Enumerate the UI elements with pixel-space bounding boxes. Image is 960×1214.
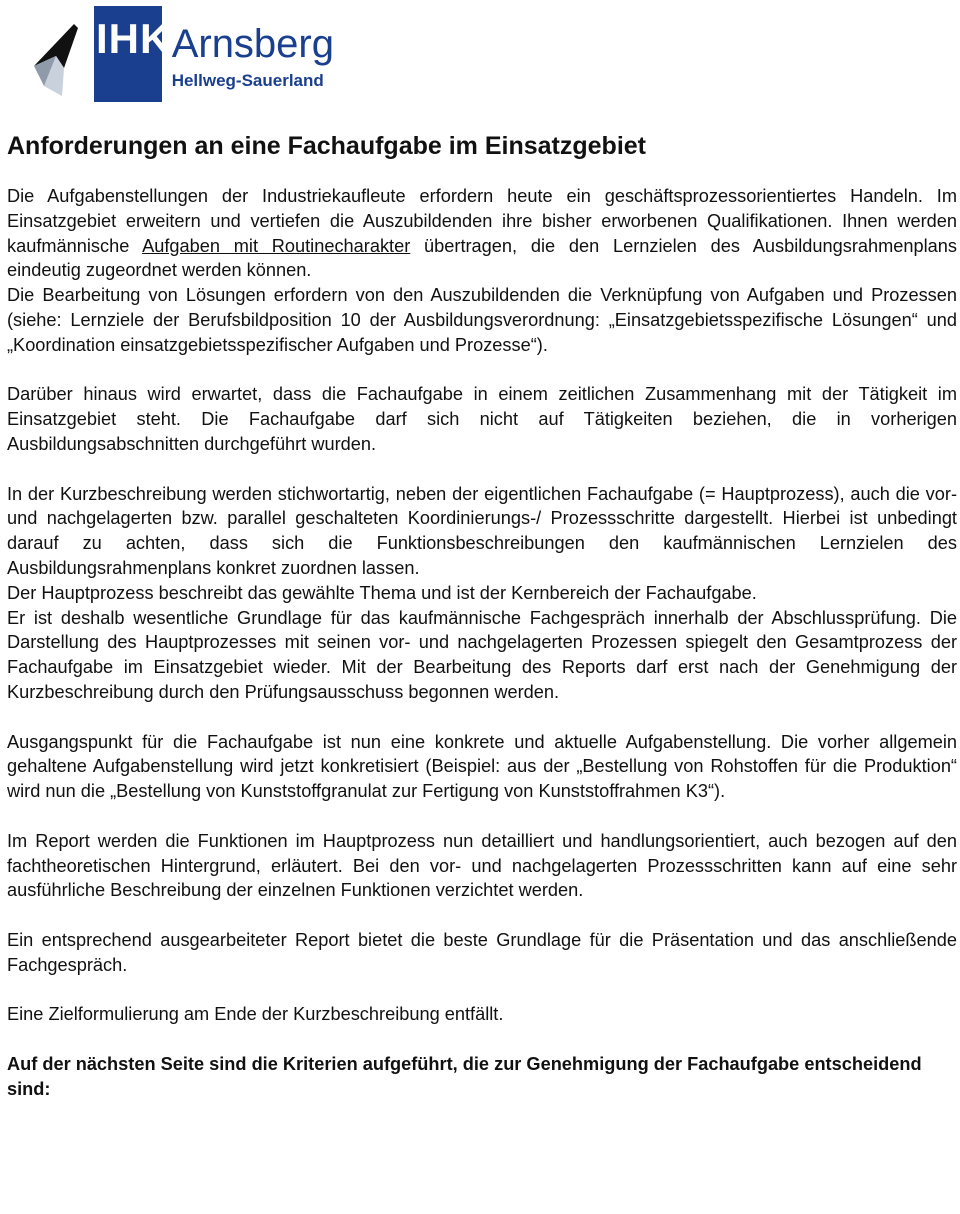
logo-city: Arnsberg bbox=[171, 21, 334, 66]
document-body bbox=[7, 130, 957, 1101]
paragraph-intro bbox=[7, 184, 957, 283]
paragraph-exam-basis: Er ist deshalb wesentliche Grundlage für das kaufmännische Fachgespräch innerhalb der Abschlussprüfung. Die Darstellung des Hauptprozesses mit seinen vor- und nachgelagerten Prozessen spiegelt den Gesamtprozess der Fachaufgabe im Einsatzgebiet wieder. Mit der Bearbeitung des Reports darf erst nach der Genehmigung der Kurzbeschreibung durch den Prüfungsausschuss begonnen werden. bbox=[7, 607, 957, 702]
paragraph-intro-part2: übertragen, die den Lernzielen des Ausbildungsrahmenplans eindeutig zugeordnet werden können. bbox=[7, 235, 958, 281]
logo-text bbox=[162, 6, 334, 102]
paragraph-presentation: Ein entsprechend ausgearbeiteter Report bietet die beste Grundlage für die Präsentation und das anschließende Fachgespräch. bbox=[7, 929, 957, 975]
underlined-phrase: Aufgaben mit Routinecharakter bbox=[142, 235, 411, 256]
ihk-logo-mark bbox=[4, 6, 172, 102]
ihk-logo bbox=[4, 6, 334, 102]
logo-region: Hellweg-Sauerland bbox=[171, 70, 324, 90]
paragraph-criteria-note: Auf der nächsten Seite sind die Kriterien aufgeführt, die zur Genehmigung der Fachaufgabe entscheidend sind: bbox=[7, 1053, 922, 1099]
paragraph-solutions: Die Bearbeitung von Lösungen erfordern von den Auszubildenden die Verknüpfung von Aufgaben und Prozessen (siehe: Lernziele der Berufsbildposition 10 der Ausbildungsverordnung: „Einsatzgebietsspezifische Lösungen“ und „Koordination einsatzgebietsspezifischer Aufgaben und Prozesse“). bbox=[7, 285, 957, 355]
paragraph-goal: Eine Zielformulierung am Ende der Kurzbeschreibung entfällt. bbox=[7, 1004, 504, 1025]
paragraph-main-process: Der Hauptprozess beschreibt das gewählte Thema und ist der Kernbereich der Fachaufgabe. bbox=[7, 582, 757, 603]
paragraph-intro-part1: Die Aufgabenstellungen der Industriekaufleute erfordern heute ein geschäftsprozessorientiertes Handeln. Im Einsatzgebiet erweitern und vertiefen die Auszubildenden ihre bisher erworbenen Qualifikationen. Ihnen werden kaufmännische bbox=[7, 186, 957, 256]
paragraph-report: Im Report werden die Funktionen im Hauptprozess nun detailliert und handlungsorientiert, auch bezogen auf den fachtheoretischen Hintergrund, erläutert. Bei den vor- und nachgelagerten Prozessschritten kann auf eine sehr ausführliche Beschreibung der einzelnen Funktionen verzichtet werden. bbox=[7, 830, 957, 901]
logo-abbr: IHK bbox=[96, 15, 172, 62]
paragraph-starting-point: Ausgangspunkt für die Fachaufgabe ist nun eine konkrete und aktuelle Aufgabenstellung. Die vorher allgemein gehaltene Aufgabenstellung wird jetzt konkretisiert (Beispiel: aus der „Bestellung von Rohstoffen für die Produktion“ wird nun die „Bestellung von Kunststoffgranulat zur Fertigung von Kunststoffrahmen K3“). bbox=[7, 731, 957, 802]
paragraph-short-description: In der Kurzbeschreibung werden stichwortartig, neben der eigentlichen Fachaufgabe (= Hauptprozess), auch die vor- und nachgelagerten bzw. parallel geschalteten Koordinierungs-/ Prozessschritte dargestellt. Hierbei ist unbedingt darauf zu achten, dass sich die Funktionsbeschreibungen den kaufmännischen Lernzielen des Ausbildungsrahmenplans konkret zuordnen lassen. bbox=[7, 483, 957, 578]
paragraph-expectation: Darüber hinaus wird erwartet, dass die Fachaufgabe in einem zeitlichen Zusammenhang mit der Tätigkeit im Einsatzgebiet steht. Die Fachaufgabe darf sich nicht auf Tätigkeiten beziehen, die in vorherigen Ausbildungsabschnitten durchgeführt wurden. bbox=[7, 384, 957, 454]
page-title: Anforderungen an eine Fachaufgabe im Einsatzgebiet bbox=[7, 132, 646, 160]
